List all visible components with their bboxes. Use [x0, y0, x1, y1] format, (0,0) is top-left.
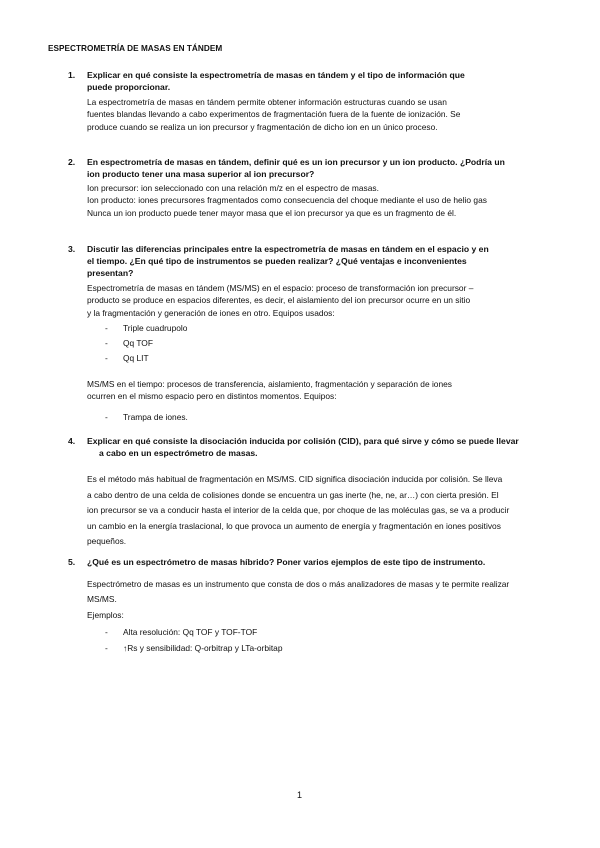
page-number: 1	[297, 790, 303, 800]
question-2-number: 2.	[68, 157, 76, 167]
question-1-line: puede proporcionar.	[87, 82, 171, 92]
list-item: - Qq LIT	[105, 353, 149, 363]
answer-4	[87, 472, 567, 550]
answer-2	[87, 182, 567, 219]
question-4-text	[87, 435, 557, 459]
answer-1	[87, 96, 549, 133]
list-item: - Triple cuadrupolo	[105, 323, 188, 333]
document-title: ESPECTROMETRÍA DE MASAS EN TÁNDEM	[48, 44, 223, 53]
answer-4-line: pequeños.	[87, 536, 127, 547]
answer-1-line: La espectrometría de masas en tándem permite obtener información estructuras cuando se usan	[87, 97, 447, 107]
question-2-text	[87, 156, 549, 180]
list-item-label: Qq LIT	[123, 353, 149, 363]
list-item-label: Trampa de iones.	[123, 412, 188, 422]
answer-3-line: Espectrometría de masas en tándem (MS/MS) en el espacio: proceso de transformación ion precursor –	[87, 283, 474, 293]
list-item-label: Triple cuadrupolo	[123, 323, 188, 333]
question-1-line: Explicar en qué consiste la espectrometría de masas en tándem y el tipo de información que	[87, 70, 465, 80]
answer-1-line: fuentes blandas llevando a cabo experimentos de fragmentación fuera de la fuente de ionización. Se	[87, 109, 461, 120]
answer-3-time	[87, 378, 549, 403]
question-3-text	[87, 243, 549, 279]
answer-5-line: Ejemplos:	[87, 609, 124, 620]
hybrid-examples-list	[105, 624, 283, 656]
list-item: - Alta resolución: Qq TOF y TOF-TOF	[105, 627, 258, 637]
question-3-line: Discutir las diferencias principales entre la espectrometría de masas en tándem en el espacio y en	[87, 244, 489, 254]
answer-3-line: producto se produce en espacios diferentes, es decir, el aislamiento del ion precursor ocurre en un sitio	[87, 295, 471, 306]
list-item-label: Alta resolución: Qq TOF y TOF-TOF	[123, 627, 258, 637]
answer-3-time-line: MS/MS en el tiempo: procesos de transferencia, aislamiento, fragmentación y separación de iones	[87, 379, 452, 389]
question-4-line: a cabo en un espectrómetro de masas.	[99, 448, 258, 458]
answer-4-line: a cabo dentro de una celda de colisiones donde se encuentra un gas inerte (he, ne, ar…) con cierta presión. El	[87, 489, 499, 500]
question-3-number: 3.	[68, 244, 76, 254]
answer-5-line: MS/MS.	[87, 594, 117, 605]
answer-4-line: ion precursor se va a conducir hasta el interior de la celda que, por choque de las moléculas gas, se va a producir	[87, 505, 510, 516]
answer-4-line: Es el método más habitual de fragmentación en MS/MS. CID significa disociación inducida por colisión. Se lleva	[87, 474, 503, 484]
answer-2-line: Ion producto: iones precursores fragmentados como consecuencia del choque mediante el uso de helio gas	[87, 195, 487, 206]
question-3-line: presentan?	[87, 268, 134, 278]
question-2-line: ion producto tener una masa superior al ion precursor?	[87, 169, 315, 179]
answer-3-time-line: ocurren en el mismo espacio pero en distintos momentos. Equipos:	[87, 391, 337, 402]
list-item-label: ↑Rs y sensibilidad: Q-orbitrap y LTa-orbitap	[123, 643, 283, 653]
answer-5	[87, 577, 567, 623]
question-5-line: ¿Qué es un espectrómetro de masas híbrido? Poner varios ejemplos de este tipo de instrumento.	[87, 557, 486, 567]
instruments-time-list	[105, 410, 188, 425]
list-item-label: Qq TOF	[123, 338, 153, 348]
question-3-line: el tiempo. ¿En qué tipo de instrumentos se pueden realizar? ¿Qué ventajas e inconvenientes	[87, 256, 467, 266]
question-2-line: En espectrometría de masas en tándem, definir qué es un ion precursor y un ion producto. ¿Podría un	[87, 157, 505, 167]
instruments-space-list	[105, 321, 187, 366]
question-5-number: 5.	[68, 557, 76, 567]
question-1-text	[87, 69, 549, 93]
question-1-number: 1.	[68, 70, 76, 80]
answer-3-line: y la fragmentación y generación de iones en otro. Equipos usados:	[87, 307, 335, 318]
question-4-line: Explicar en qué consiste la disociación inducida por colisión (CID), para qué sirve y cómo se puede llevar	[87, 436, 519, 446]
answer-2-line: Ion precursor: ion seleccionado con una relación m/z en el espectro de masas.	[87, 183, 379, 193]
answer-5-line: Espectrómetro de masas es un instrumento que consta de dos o más analizadores de masas y te permite realizar	[87, 579, 510, 589]
answer-4-line: un cambio en la energía traslacional, lo que provoca un aumento de energía y fragmentación en iones positivos	[87, 520, 501, 531]
answer-2-line: Nunca un ion producto puede tener mayor masa que el ion precursor ya que es un fragmento de él.	[87, 207, 457, 218]
list-item: - Trampa de iones.	[105, 412, 188, 422]
question-5-text	[87, 556, 557, 568]
answer-1-line: produce cuando se realiza un ion precursor y fragmentación de dicho ion en un único proceso.	[87, 121, 438, 132]
list-item: - ↑Rs y sensibilidad: Q-orbitrap y LTa-orbitap	[105, 643, 283, 653]
answer-3-space	[87, 282, 557, 319]
list-item: - Qq TOF	[105, 338, 153, 348]
question-4-number: 4.	[68, 436, 76, 446]
